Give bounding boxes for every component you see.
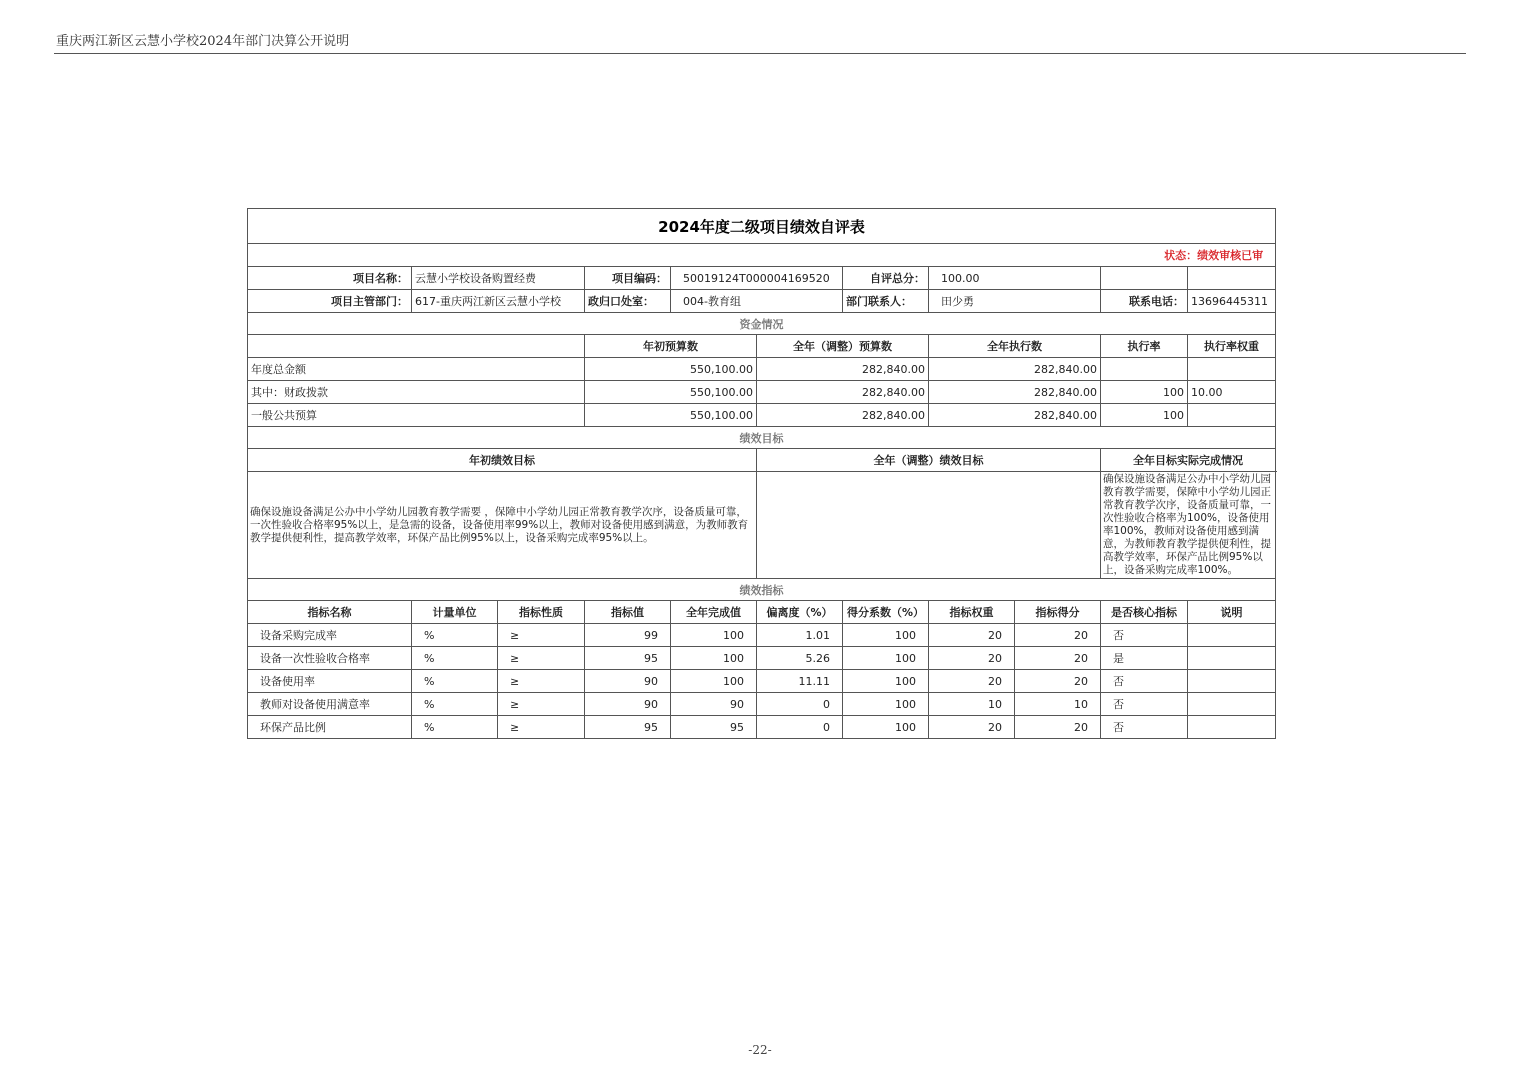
col-header: 指标值 bbox=[585, 601, 671, 624]
indicator-score: 20 bbox=[1015, 624, 1101, 647]
col-header: 全年完成值 bbox=[671, 601, 757, 624]
indicator-weight: 20 bbox=[929, 716, 1015, 739]
contact-label: 部门联系人： bbox=[843, 290, 929, 313]
fund-weight bbox=[1188, 358, 1276, 381]
info-row-1 bbox=[248, 267, 1276, 290]
indicator-coef: 100 bbox=[843, 693, 929, 716]
initial-goal-text: 确保设施设备满足公办中小学幼儿园教育教学需要 ，保障中小学幼儿园正常教育教学次序，设备质量可靠，一次性验收合格率95%以上，是急需的设备，设备使用率99%以上，教师对设备使用感到满意，为教师教育教学提供便利性，提高教学效率，环保产品比例95%以上，设备采购完成率95%以上。 bbox=[248, 472, 757, 579]
indicator-name: 环保产品比例 bbox=[248, 716, 412, 739]
indicator-coef: 100 bbox=[843, 624, 929, 647]
fund-weight: 10.00 bbox=[1188, 381, 1276, 404]
indicator-unit: % bbox=[412, 624, 498, 647]
indicator-row bbox=[248, 693, 1276, 716]
header-rule bbox=[54, 53, 1466, 54]
goals-content-row bbox=[248, 472, 1276, 579]
office-label: 政归口处室： bbox=[585, 290, 671, 313]
indicator-nature: ≥ bbox=[498, 716, 585, 739]
indicator-deviation: 11.11 bbox=[757, 670, 843, 693]
col-header: 年初绩效目标 bbox=[248, 449, 757, 472]
col-header: 说明 bbox=[1188, 601, 1276, 624]
indicator-target: 90 bbox=[585, 693, 671, 716]
fund-rate: 100 bbox=[1101, 381, 1188, 404]
funds-header-row bbox=[248, 335, 1276, 358]
phone-value: 13696445311 bbox=[1188, 290, 1276, 313]
col-header: 指标权重 bbox=[929, 601, 1015, 624]
indicator-target: 90 bbox=[585, 670, 671, 693]
indicator-note bbox=[1188, 670, 1276, 693]
col-header: 全年（调整）绩效目标 bbox=[757, 449, 1101, 472]
info-row-2 bbox=[248, 290, 1276, 313]
actual-completion-text: 确保设施设备满足公办中小学幼儿园教育教学需要，保障中小学幼儿园正常教育教学次序，设备质量可靠，一次性验收合格率为100%，设备使用率100%，教师对设备使用感到满意，为教师教育教学提供便利性，提高教学效率，环保产品比例95%以上，设备采购完成率100%。 bbox=[1101, 472, 1276, 579]
indicator-actual: 100 bbox=[671, 647, 757, 670]
indicator-name: 设备使用率 bbox=[248, 670, 412, 693]
self-score-label: 自评总分： bbox=[843, 267, 929, 290]
fund-adjusted: 282,840.00 bbox=[757, 381, 929, 404]
indicator-note bbox=[1188, 647, 1276, 670]
indicator-score: 10 bbox=[1015, 693, 1101, 716]
indicator-coef: 100 bbox=[843, 716, 929, 739]
status-badge: 状态：绩效审核已审 bbox=[248, 244, 1276, 267]
fund-adjusted: 282,840.00 bbox=[757, 404, 929, 427]
indicator-actual: 100 bbox=[671, 670, 757, 693]
fund-executed: 282,840.00 bbox=[929, 358, 1101, 381]
indicator-note bbox=[1188, 624, 1276, 647]
indicator-row bbox=[248, 670, 1276, 693]
col-header: 计量单位 bbox=[412, 601, 498, 624]
table-title: 2024年度二级项目绩效自评表 bbox=[248, 209, 1276, 244]
indicator-row bbox=[248, 716, 1276, 739]
col-header: 全年目标实际完成情况 bbox=[1101, 449, 1276, 472]
indicator-score: 20 bbox=[1015, 670, 1101, 693]
performance-evaluation-table bbox=[247, 208, 1276, 739]
indicator-score: 20 bbox=[1015, 647, 1101, 670]
indicator-weight: 10 bbox=[929, 693, 1015, 716]
empty-cell bbox=[1188, 267, 1276, 290]
indicator-core: 否 bbox=[1101, 693, 1188, 716]
indicator-unit: % bbox=[412, 647, 498, 670]
indicator-nature: ≥ bbox=[498, 647, 585, 670]
col-header: 执行率 bbox=[1101, 335, 1188, 358]
empty-cell bbox=[1101, 267, 1188, 290]
indicator-core: 否 bbox=[1101, 670, 1188, 693]
indicator-core: 否 bbox=[1101, 716, 1188, 739]
col-header: 年初预算数 bbox=[585, 335, 757, 358]
col-header: 执行率权重 bbox=[1188, 335, 1276, 358]
indicator-coef: 100 bbox=[843, 647, 929, 670]
indicator-nature: ≥ bbox=[498, 693, 585, 716]
indicator-deviation: 5.26 bbox=[757, 647, 843, 670]
indicator-coef: 100 bbox=[843, 670, 929, 693]
project-code-value: 50019124T000004169520 bbox=[671, 267, 843, 290]
indicator-row bbox=[248, 647, 1276, 670]
office-value: 004-教育组 bbox=[671, 290, 843, 313]
page-number: -22- bbox=[748, 1043, 772, 1057]
fund-initial: 550,100.00 bbox=[585, 358, 757, 381]
dept-value: 617-重庆两江新区云慧小学校 bbox=[412, 290, 585, 313]
fund-adjusted: 282,840.00 bbox=[757, 358, 929, 381]
goals-header-row bbox=[248, 449, 1276, 472]
goals-section-header: 绩效目标 bbox=[248, 427, 1276, 449]
indicator-core: 是 bbox=[1101, 647, 1188, 670]
indicator-note bbox=[1188, 716, 1276, 739]
col-header: 偏离度（%） bbox=[757, 601, 843, 624]
fund-executed: 282,840.00 bbox=[929, 404, 1101, 427]
project-name-value: 云慧小学校设备购置经费 bbox=[412, 267, 585, 290]
col-header: 全年（调整）预算数 bbox=[757, 335, 929, 358]
indicator-weight: 20 bbox=[929, 647, 1015, 670]
document-header: 重庆两江新区云慧小学校2024年部门决算公开说明 bbox=[56, 34, 350, 49]
indicator-note bbox=[1188, 693, 1276, 716]
indicator-name: 教师对设备使用满意率 bbox=[248, 693, 412, 716]
indicator-unit: % bbox=[412, 670, 498, 693]
indicator-unit: % bbox=[412, 716, 498, 739]
phone-label: 联系电话： bbox=[1101, 290, 1188, 313]
indicator-weight: 20 bbox=[929, 624, 1015, 647]
indicator-target: 99 bbox=[585, 624, 671, 647]
indicators-header-row bbox=[248, 601, 1276, 624]
dept-label: 项目主管部门： bbox=[248, 290, 412, 313]
adjusted-goal-text bbox=[757, 472, 1101, 579]
col-header: 指标得分 bbox=[1015, 601, 1101, 624]
indicator-unit: % bbox=[412, 693, 498, 716]
indicator-deviation: 1.01 bbox=[757, 624, 843, 647]
fund-rate: 100 bbox=[1101, 404, 1188, 427]
indicator-nature: ≥ bbox=[498, 670, 585, 693]
fund-rate bbox=[1101, 358, 1188, 381]
col-header: 得分系数（%） bbox=[843, 601, 929, 624]
indicator-name: 设备一次性验收合格率 bbox=[248, 647, 412, 670]
fund-name: 年度总金额 bbox=[248, 358, 585, 381]
indicator-actual: 100 bbox=[671, 624, 757, 647]
indicator-actual: 95 bbox=[671, 716, 757, 739]
project-name-label: 项目名称： bbox=[248, 267, 412, 290]
fund-initial: 550,100.00 bbox=[585, 404, 757, 427]
funds-row bbox=[248, 358, 1276, 381]
indicator-name: 设备采购完成率 bbox=[248, 624, 412, 647]
indicator-deviation: 0 bbox=[757, 716, 843, 739]
funds-row bbox=[248, 404, 1276, 427]
indicator-target: 95 bbox=[585, 716, 671, 739]
self-score-value: 100.00 bbox=[929, 267, 1101, 290]
indicators-section-header: 绩效指标 bbox=[248, 579, 1276, 601]
indicator-actual: 90 bbox=[671, 693, 757, 716]
funds-section-header: 资金情况 bbox=[248, 313, 1276, 335]
project-code-label: 项目编码： bbox=[585, 267, 671, 290]
col-header: 指标名称 bbox=[248, 601, 412, 624]
indicator-target: 95 bbox=[585, 647, 671, 670]
indicator-nature: ≥ bbox=[498, 624, 585, 647]
col-header: 是否核心指标 bbox=[1101, 601, 1188, 624]
indicator-score: 20 bbox=[1015, 716, 1101, 739]
indicator-core: 否 bbox=[1101, 624, 1188, 647]
indicator-weight: 20 bbox=[929, 670, 1015, 693]
contact-value: 田少勇 bbox=[929, 290, 1101, 313]
fund-name: 一般公共预算 bbox=[248, 404, 585, 427]
col-header: 指标性质 bbox=[498, 601, 585, 624]
fund-executed: 282,840.00 bbox=[929, 381, 1101, 404]
fund-weight bbox=[1188, 404, 1276, 427]
funds-row bbox=[248, 381, 1276, 404]
col-header: 全年执行数 bbox=[929, 335, 1101, 358]
indicator-row bbox=[248, 624, 1276, 647]
fund-name: 其中：财政拨款 bbox=[248, 381, 585, 404]
empty-cell bbox=[248, 335, 585, 358]
fund-initial: 550,100.00 bbox=[585, 381, 757, 404]
indicator-deviation: 0 bbox=[757, 693, 843, 716]
